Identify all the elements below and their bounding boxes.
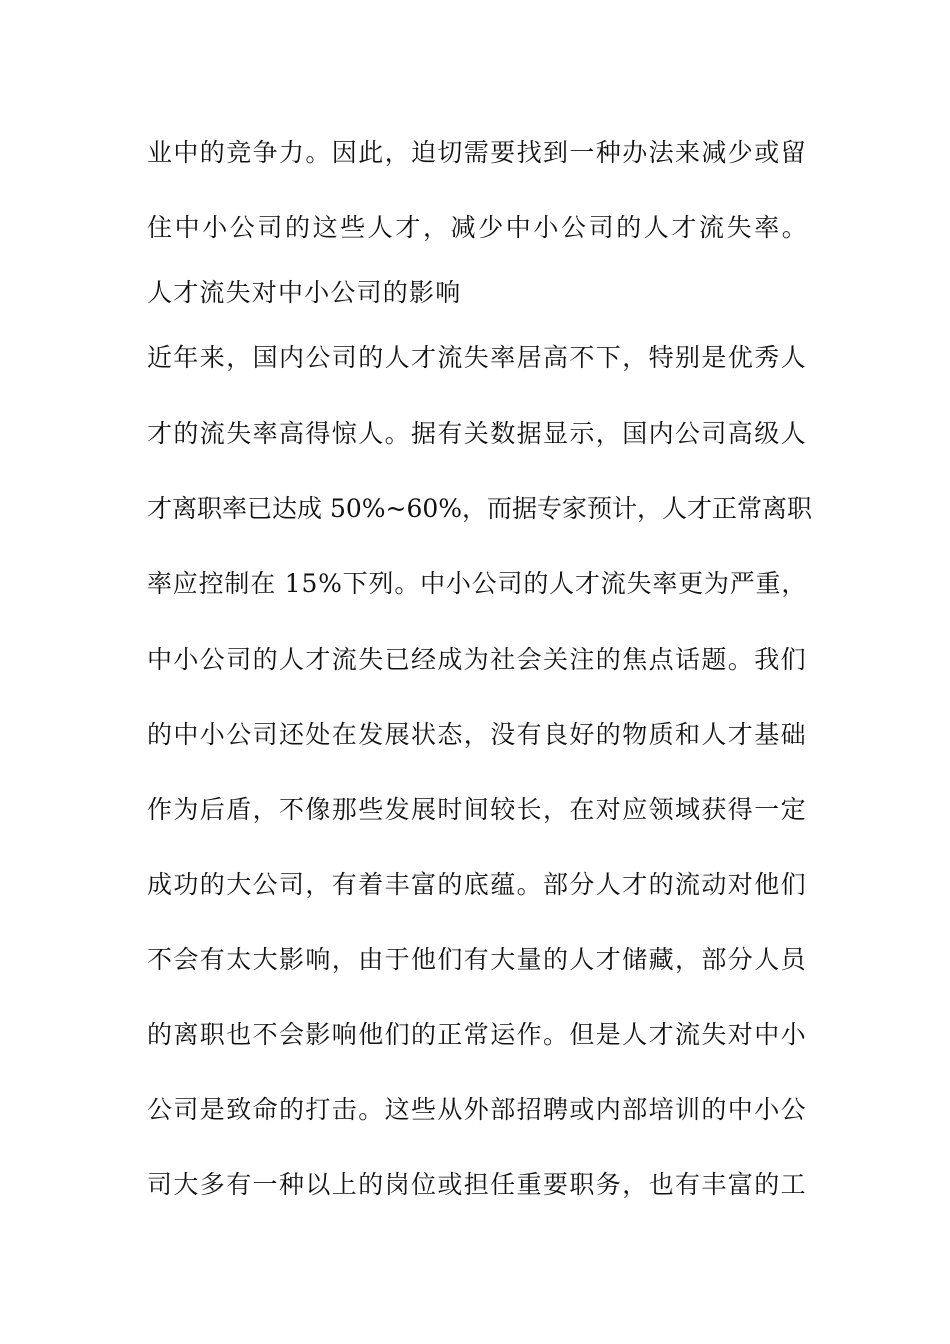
paragraph-line: 住中小公司的这些人才，减少中小公司的人才流失率。 — [147, 213, 810, 242]
section-heading: 人才流失对中小公司的影响 — [147, 278, 462, 307]
paragraph-line: 中小公司的人才流失已经成为社会关注的焦点话题。我们 — [147, 645, 808, 674]
paragraph-line: 作为后盾，不像那些发展时间较长，在对应领域获得一定 — [147, 795, 808, 824]
paragraph-line: 司大多有一种以上的岗位或担任重要职务，也有丰富的工 — [147, 1170, 808, 1199]
paragraph-line: 的中小公司还处在发展状态，没有良好的物质和人才基础 — [147, 720, 808, 749]
paragraph-line: 近年来，国内公司的人才流失率居高不下，特别是优秀人 — [147, 343, 808, 372]
paragraph-line: 才离职率已达成 50%~60%，而据专家预计，人才正常离职 — [147, 494, 813, 523]
paragraph-line: 才的流失率高得惊人。据有关数据显示，国内公司高级人 — [147, 419, 808, 448]
paragraph-line: 不会有太大影响，由于他们有大量的人才储藏，部分人员 — [147, 945, 808, 974]
paragraph-line: 公司是致命的打击。这些从外部招聘或内部培训的中小公 — [147, 1095, 808, 1124]
paragraph-line: 成功的大公司，有着丰富的底蕴。部分人才的流动对他们 — [147, 870, 808, 899]
paragraph-line: 业中的竞争力。因此，迫切需要找到一种办法来减少或留 — [147, 138, 808, 167]
paragraph-line: 率应控制在 15%下列。中小公司的人才流失率更为严重， — [147, 569, 808, 598]
paragraph-line: 的离职也不会影响他们的正常运作。但是人才流失对中小 — [147, 1020, 808, 1049]
